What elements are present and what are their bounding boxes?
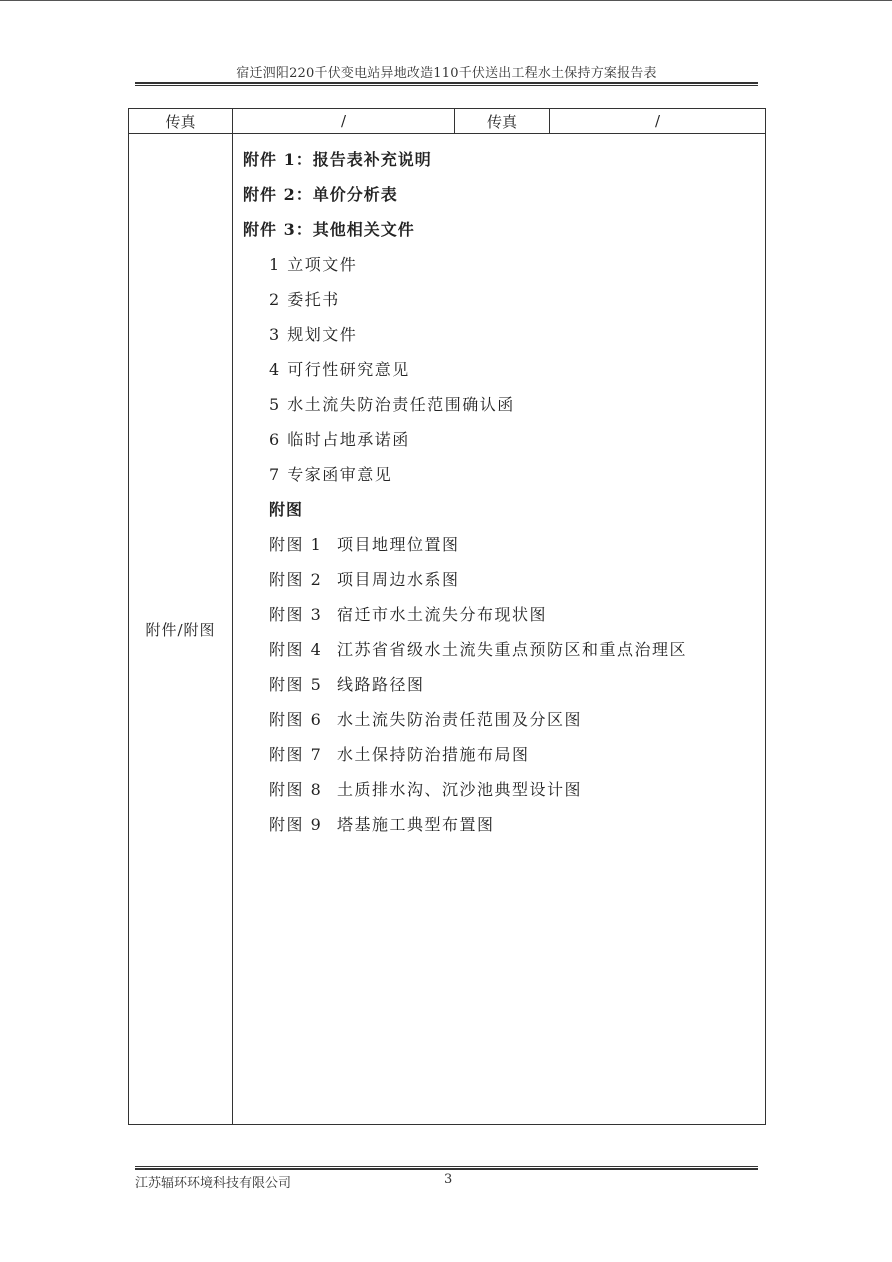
fax-value-left: /: [233, 109, 455, 134]
figure-title: 塔基施工典型布置图: [337, 815, 495, 834]
page-header-title: 宿迁泗阳220千伏变电站异地改造110千伏送出工程水土保持方案报告表: [236, 66, 657, 81]
figure-number: 附图 2: [269, 570, 323, 589]
figure-item: [269, 637, 687, 660]
fax-label-right: 传真: [455, 109, 550, 134]
footer-rule-thin: [135, 1166, 758, 1167]
related-file-item: 6 临时占地承诺函: [269, 430, 410, 449]
figure-title: 土质排水沟、沉沙池典型设计图: [337, 780, 583, 799]
figure-item: [269, 707, 582, 730]
figure-item: [269, 672, 425, 695]
figures-heading: 附图: [269, 500, 304, 519]
figure-number: 附图 6: [269, 710, 323, 729]
related-file-item: 1 立项文件: [269, 255, 358, 274]
appendix-header-2: 附件 2：单价分析表: [243, 185, 398, 204]
related-file-item: 4 可行性研究意见: [269, 360, 410, 379]
header-rule: [135, 82, 758, 84]
related-file-item: 7 专家函审意见: [269, 465, 393, 484]
figure-title: 项目地理位置图: [337, 535, 460, 554]
figure-item: [269, 602, 547, 625]
figure-item: [269, 567, 460, 590]
figure-item: [269, 742, 530, 765]
related-file-item: 2 委托书: [269, 290, 340, 309]
figure-item: [269, 532, 460, 555]
figure-item: [269, 812, 495, 835]
related-file-item: 5 水土流失防治责任范围确认函: [269, 395, 515, 414]
figure-number: 附图 3: [269, 605, 323, 624]
figure-number: 附图 9: [269, 815, 323, 834]
figure-title: 宿迁市水土流失分布现状图: [337, 605, 548, 624]
figure-number: 附图 5: [269, 675, 323, 694]
attachments-row: [129, 134, 766, 1125]
fax-row: [129, 109, 766, 134]
figure-number: 附图 4: [269, 640, 323, 659]
figure-title: 项目周边水系图: [337, 570, 460, 589]
figure-title: 线路路径图: [337, 675, 425, 694]
figure-title: 水土流失防治责任范围及分区图: [337, 710, 583, 729]
figure-title: 江苏省省级水土流失重点预防区和重点治理区: [337, 640, 688, 659]
attachments-label: 附件/附图: [129, 134, 233, 1125]
appendix-header-3: 附件 3：其他相关文件: [243, 220, 415, 239]
figure-title: 水土保持防治措施布局图: [337, 745, 530, 764]
attachments-content: [233, 134, 766, 1125]
appendix-header-1: 附件 1：报告表补充说明: [243, 150, 432, 169]
fax-label-left: 传真: [129, 109, 233, 134]
related-file-item: 3 规划文件: [269, 325, 358, 344]
report-form-table: [128, 108, 766, 1125]
page-top-border: [0, 0, 892, 1]
figure-number: 附图 7: [269, 745, 323, 764]
figure-number: 附图 1: [269, 535, 323, 554]
figure-item: [269, 777, 582, 800]
page-number: 3: [444, 1172, 453, 1187]
footer-rule: [135, 1168, 758, 1170]
figure-number: 附图 8: [269, 780, 323, 799]
header-rule-thin: [135, 85, 758, 86]
footer-company-name: 江苏辐环环境科技有限公司: [135, 1176, 292, 1191]
fax-value-right: /: [550, 109, 766, 134]
